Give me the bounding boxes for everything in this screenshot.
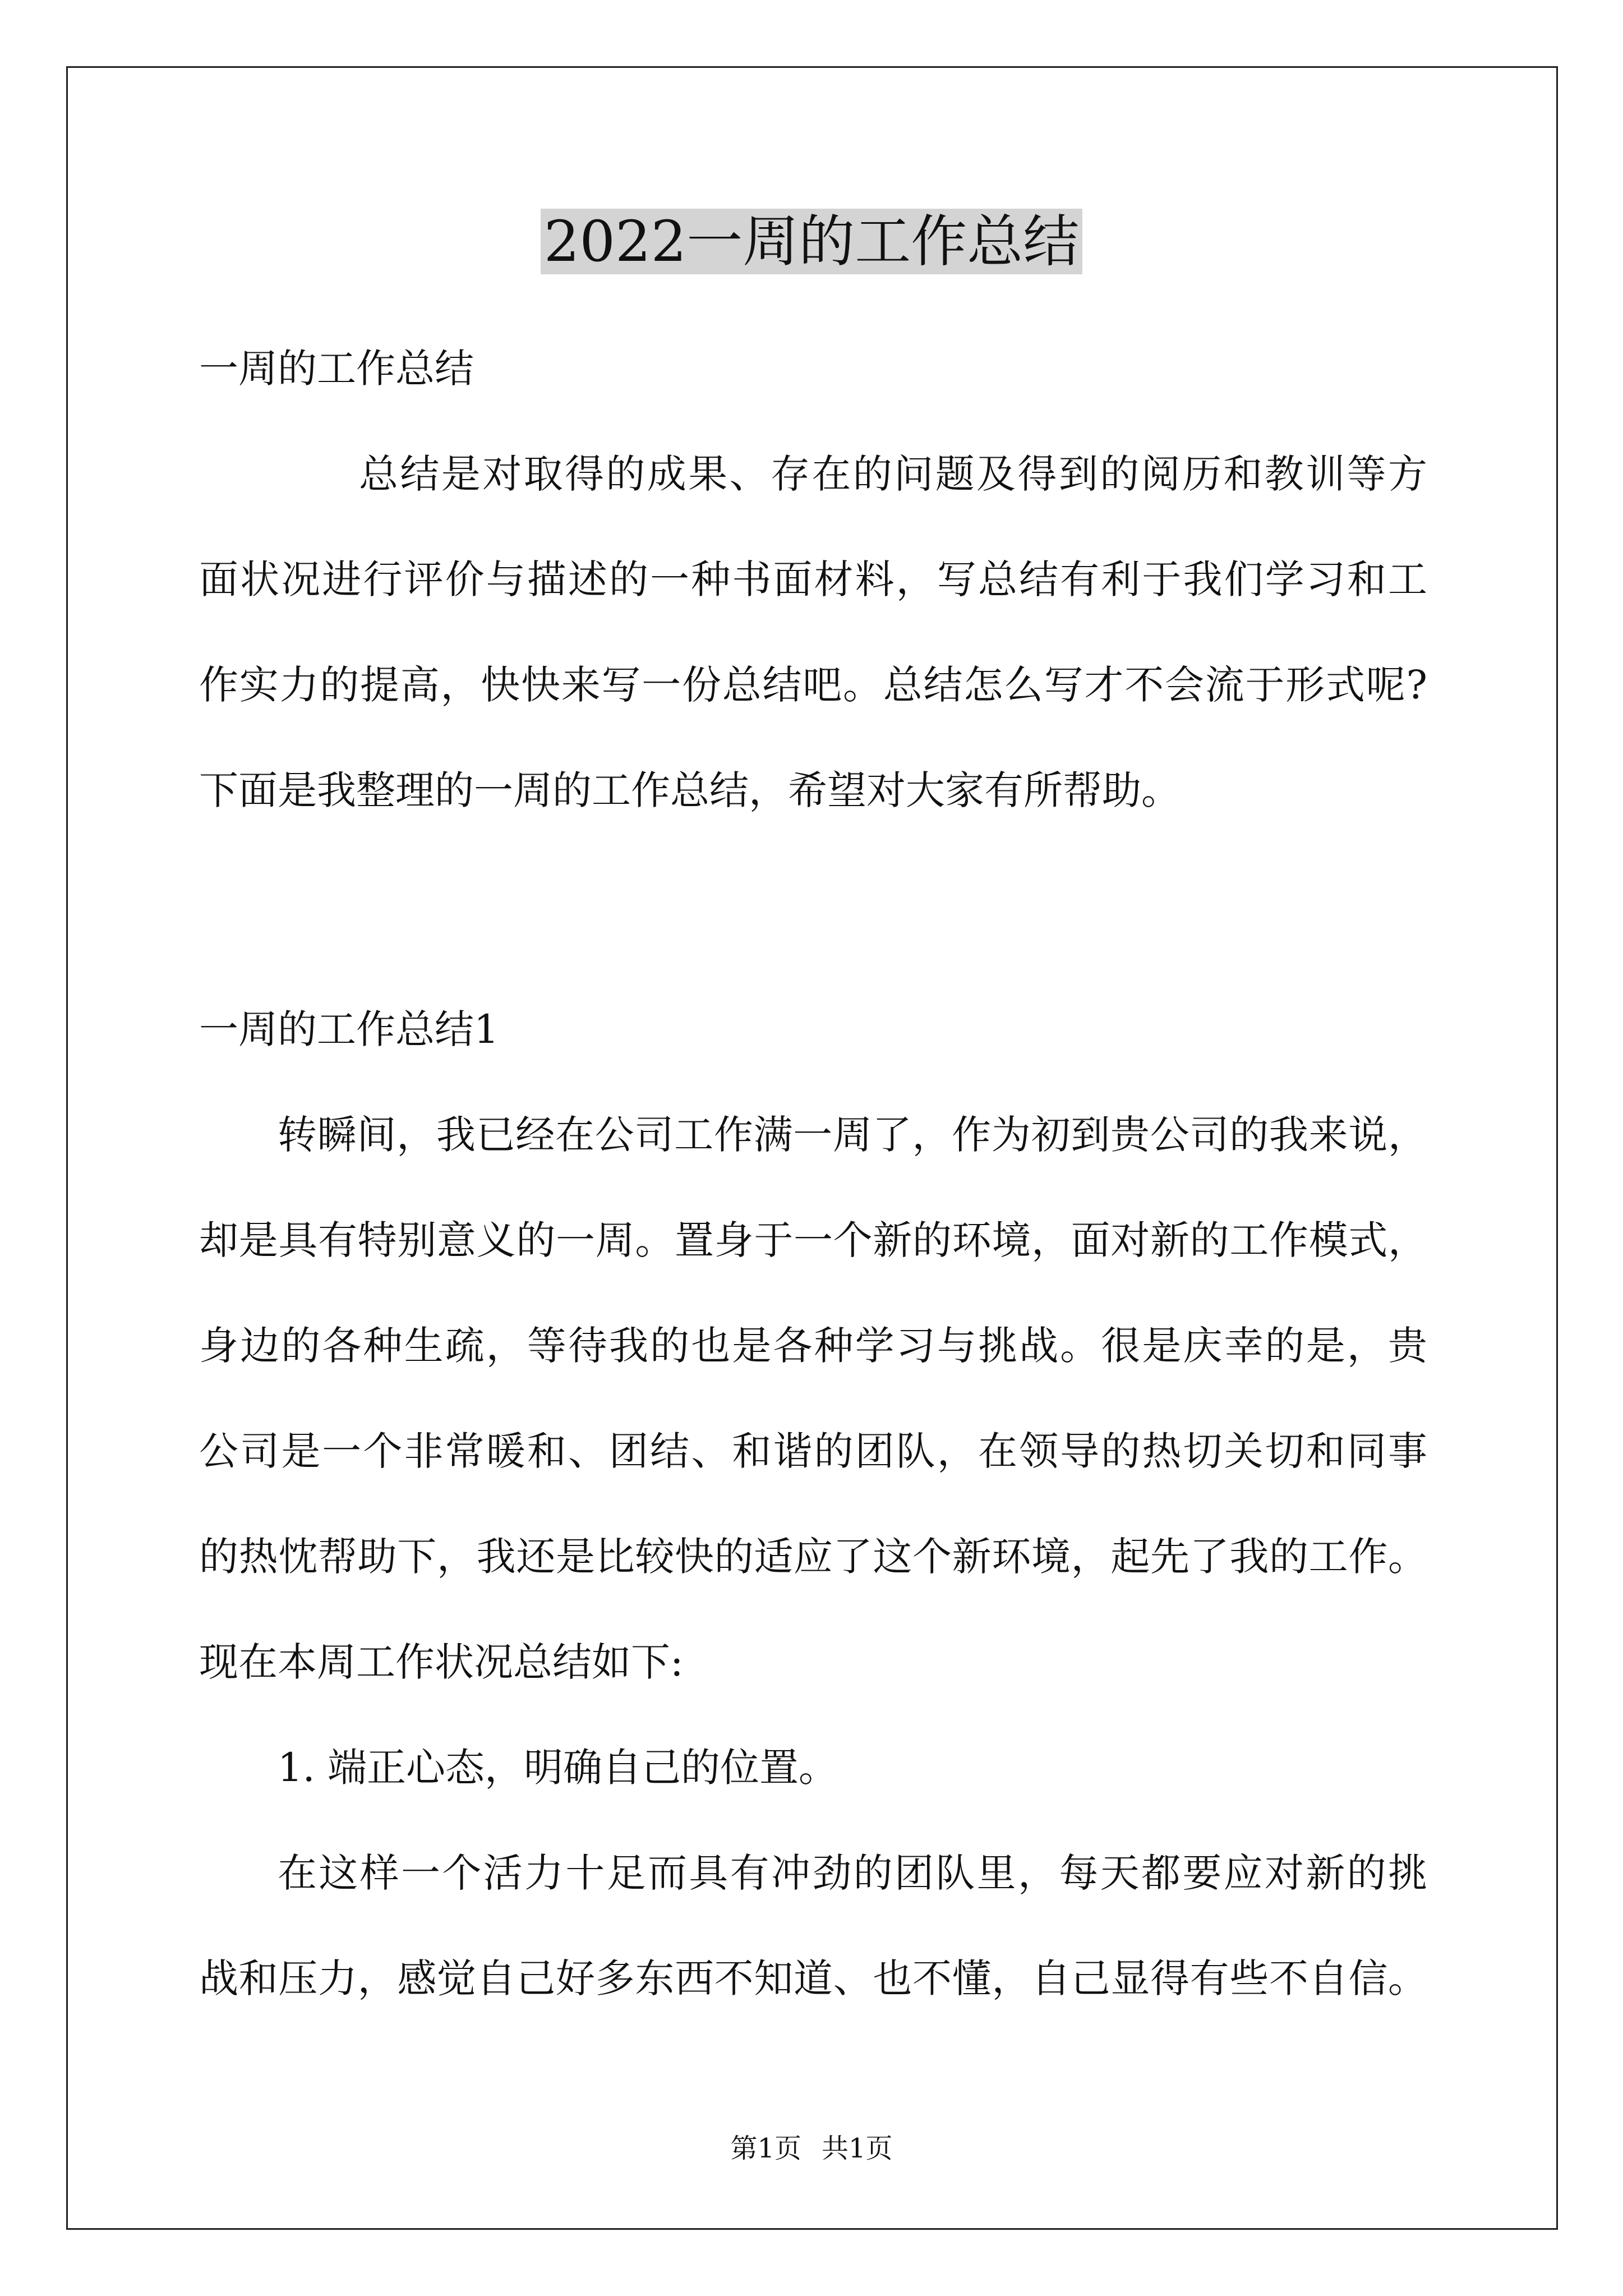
intro-line-2: 面状况进行评价与描述的一种书面材料，写总结有利于我们学习和工 [199, 556, 1427, 602]
document-title [0, 205, 1623, 278]
item1-line-2: 战和压力，感觉自己好多东西不知道、也不懂，自己显得有些不自信。 [199, 1955, 1427, 2001]
section1-line-2: 却是具有特别意义的一周。置身于一个新的环境，面对新的工作模式， [199, 1217, 1427, 1263]
section1-heading: 一周的工作总结1 [199, 1006, 499, 1052]
item1-heading: 1. 端正心态，明确自己的位置。 [278, 1745, 838, 1791]
intro-line-3: 作实力的提高，快快来写一份总结吧。总结怎么写才不会流于形式呢? [199, 662, 1427, 708]
section1-line-1: 转瞬间，我已经在公司工作满一周了，作为初到贵公司的我来说， [278, 1112, 1427, 1158]
section1-line-4: 公司是一个非常暖和、团结、和谐的团队，在领导的热切关切和同事 [199, 1428, 1427, 1474]
section1-line-5: 的热忱帮助下，我还是比较快的适应了这个新环境，起先了我的工作。 [199, 1534, 1427, 1580]
intro-line-4: 下面是我整理的一周的工作总结，希望对大家有所帮助。 [199, 767, 1181, 813]
page-number: 第1页 [730, 2133, 801, 2164]
section1-line-6: 现在本周工作状况总结如下: [199, 1639, 684, 1685]
intro-line-1: 总结是对取得的成果、存在的问题及得到的阅历和教训等方 [359, 451, 1427, 497]
page-total: 共1页 [822, 2133, 893, 2164]
item1-line-1: 在这样一个活力十足而具有冲劲的团队里，每天都要应对新的挑 [278, 1850, 1427, 1896]
section1-line-3: 身边的各种生疏，等待我的也是各种学习与挑战。很是庆幸的是，贵 [199, 1323, 1427, 1369]
page-footer [0, 2132, 1623, 2165]
title-text: 2022一周的工作总结 [541, 209, 1083, 274]
intro-heading: 一周的工作总结 [199, 346, 474, 392]
